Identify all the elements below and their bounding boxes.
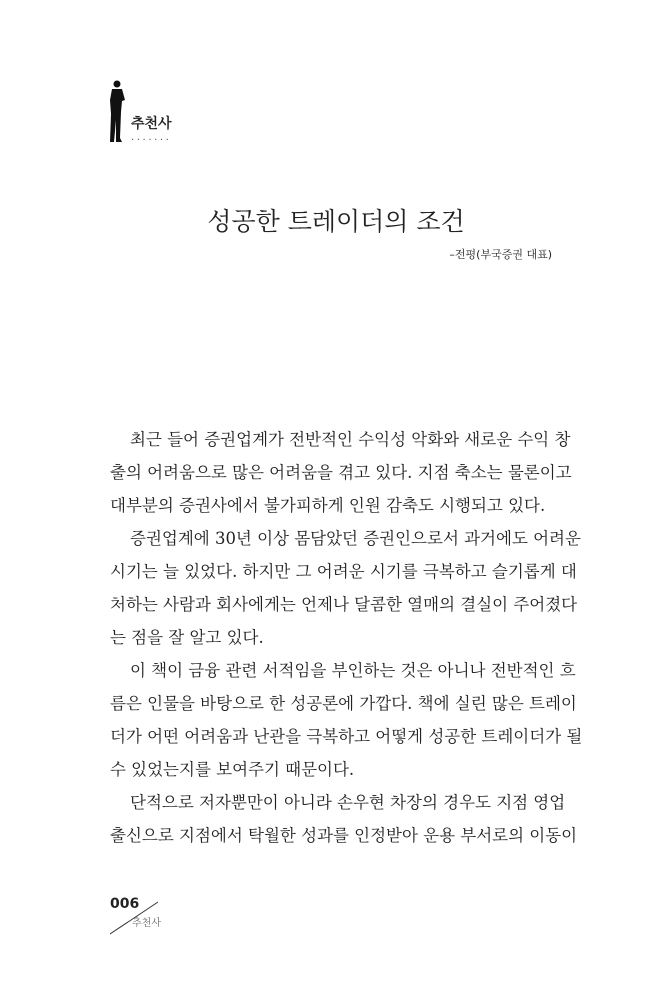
body-line: 이 책이 금융 관련 서적임을 부인하는 것은 아니나 전반적인 흐 (130, 661, 576, 680)
businessman-silhouette-icon (108, 80, 130, 144)
body-line: 처하는 사람과 회사에게는 언제나 달콤한 열매의 결실이 주어졌다 (110, 595, 578, 614)
body-line: 수 있었는지를 보여주기 때문이다. (110, 760, 355, 779)
byline: –전평(부국증권 대표) (449, 248, 552, 261)
body-line: 대부분의 증권사에서 불가피하게 인원 감축도 시행되고 있다. (110, 496, 546, 515)
body-line: 최근 들어 증권업계가 전반적인 수익성 악화와 새로운 수익 창 (130, 430, 571, 449)
body-line: 시기는 늘 있었다. 하지만 그 어려운 시기를 극복하고 슬기롭게 대 (110, 562, 577, 581)
body-text (110, 429, 583, 858)
section-dots: ······· (131, 135, 172, 146)
footer-section-label: 추천사 (132, 918, 161, 929)
body-line: 단적으로 저자뿐만이 아니라 손우현 차장의 경우도 지점 영업 (130, 793, 566, 812)
body-line: 는 점을 잘 알고 있다. (110, 628, 264, 647)
body-line: 출신으로 지점에서 탁월한 성과를 인정받아 운용 부서로의 이동이 (110, 826, 578, 845)
section-label: 추천사 (131, 116, 172, 132)
page-number: 006 (110, 896, 140, 912)
body-line: 더가 어떤 어려움과 난관을 극복하고 어떻게 성공한 트레이더가 될 (110, 727, 583, 746)
body-line: 출의 어려움으로 많은 어려움을 겪고 있다. 지점 축소는 물론이고 (110, 463, 572, 482)
page-title: 성공한 트레이더의 조건 (207, 207, 465, 236)
body-line: 증권업계에 30년 이상 몸담았던 증권인으로서 과거에도 어려운 (130, 529, 581, 548)
body-line: 름은 인물을 바탕으로 한 성공론에 가깝다. 책에 실린 많은 트레이 (110, 694, 577, 713)
